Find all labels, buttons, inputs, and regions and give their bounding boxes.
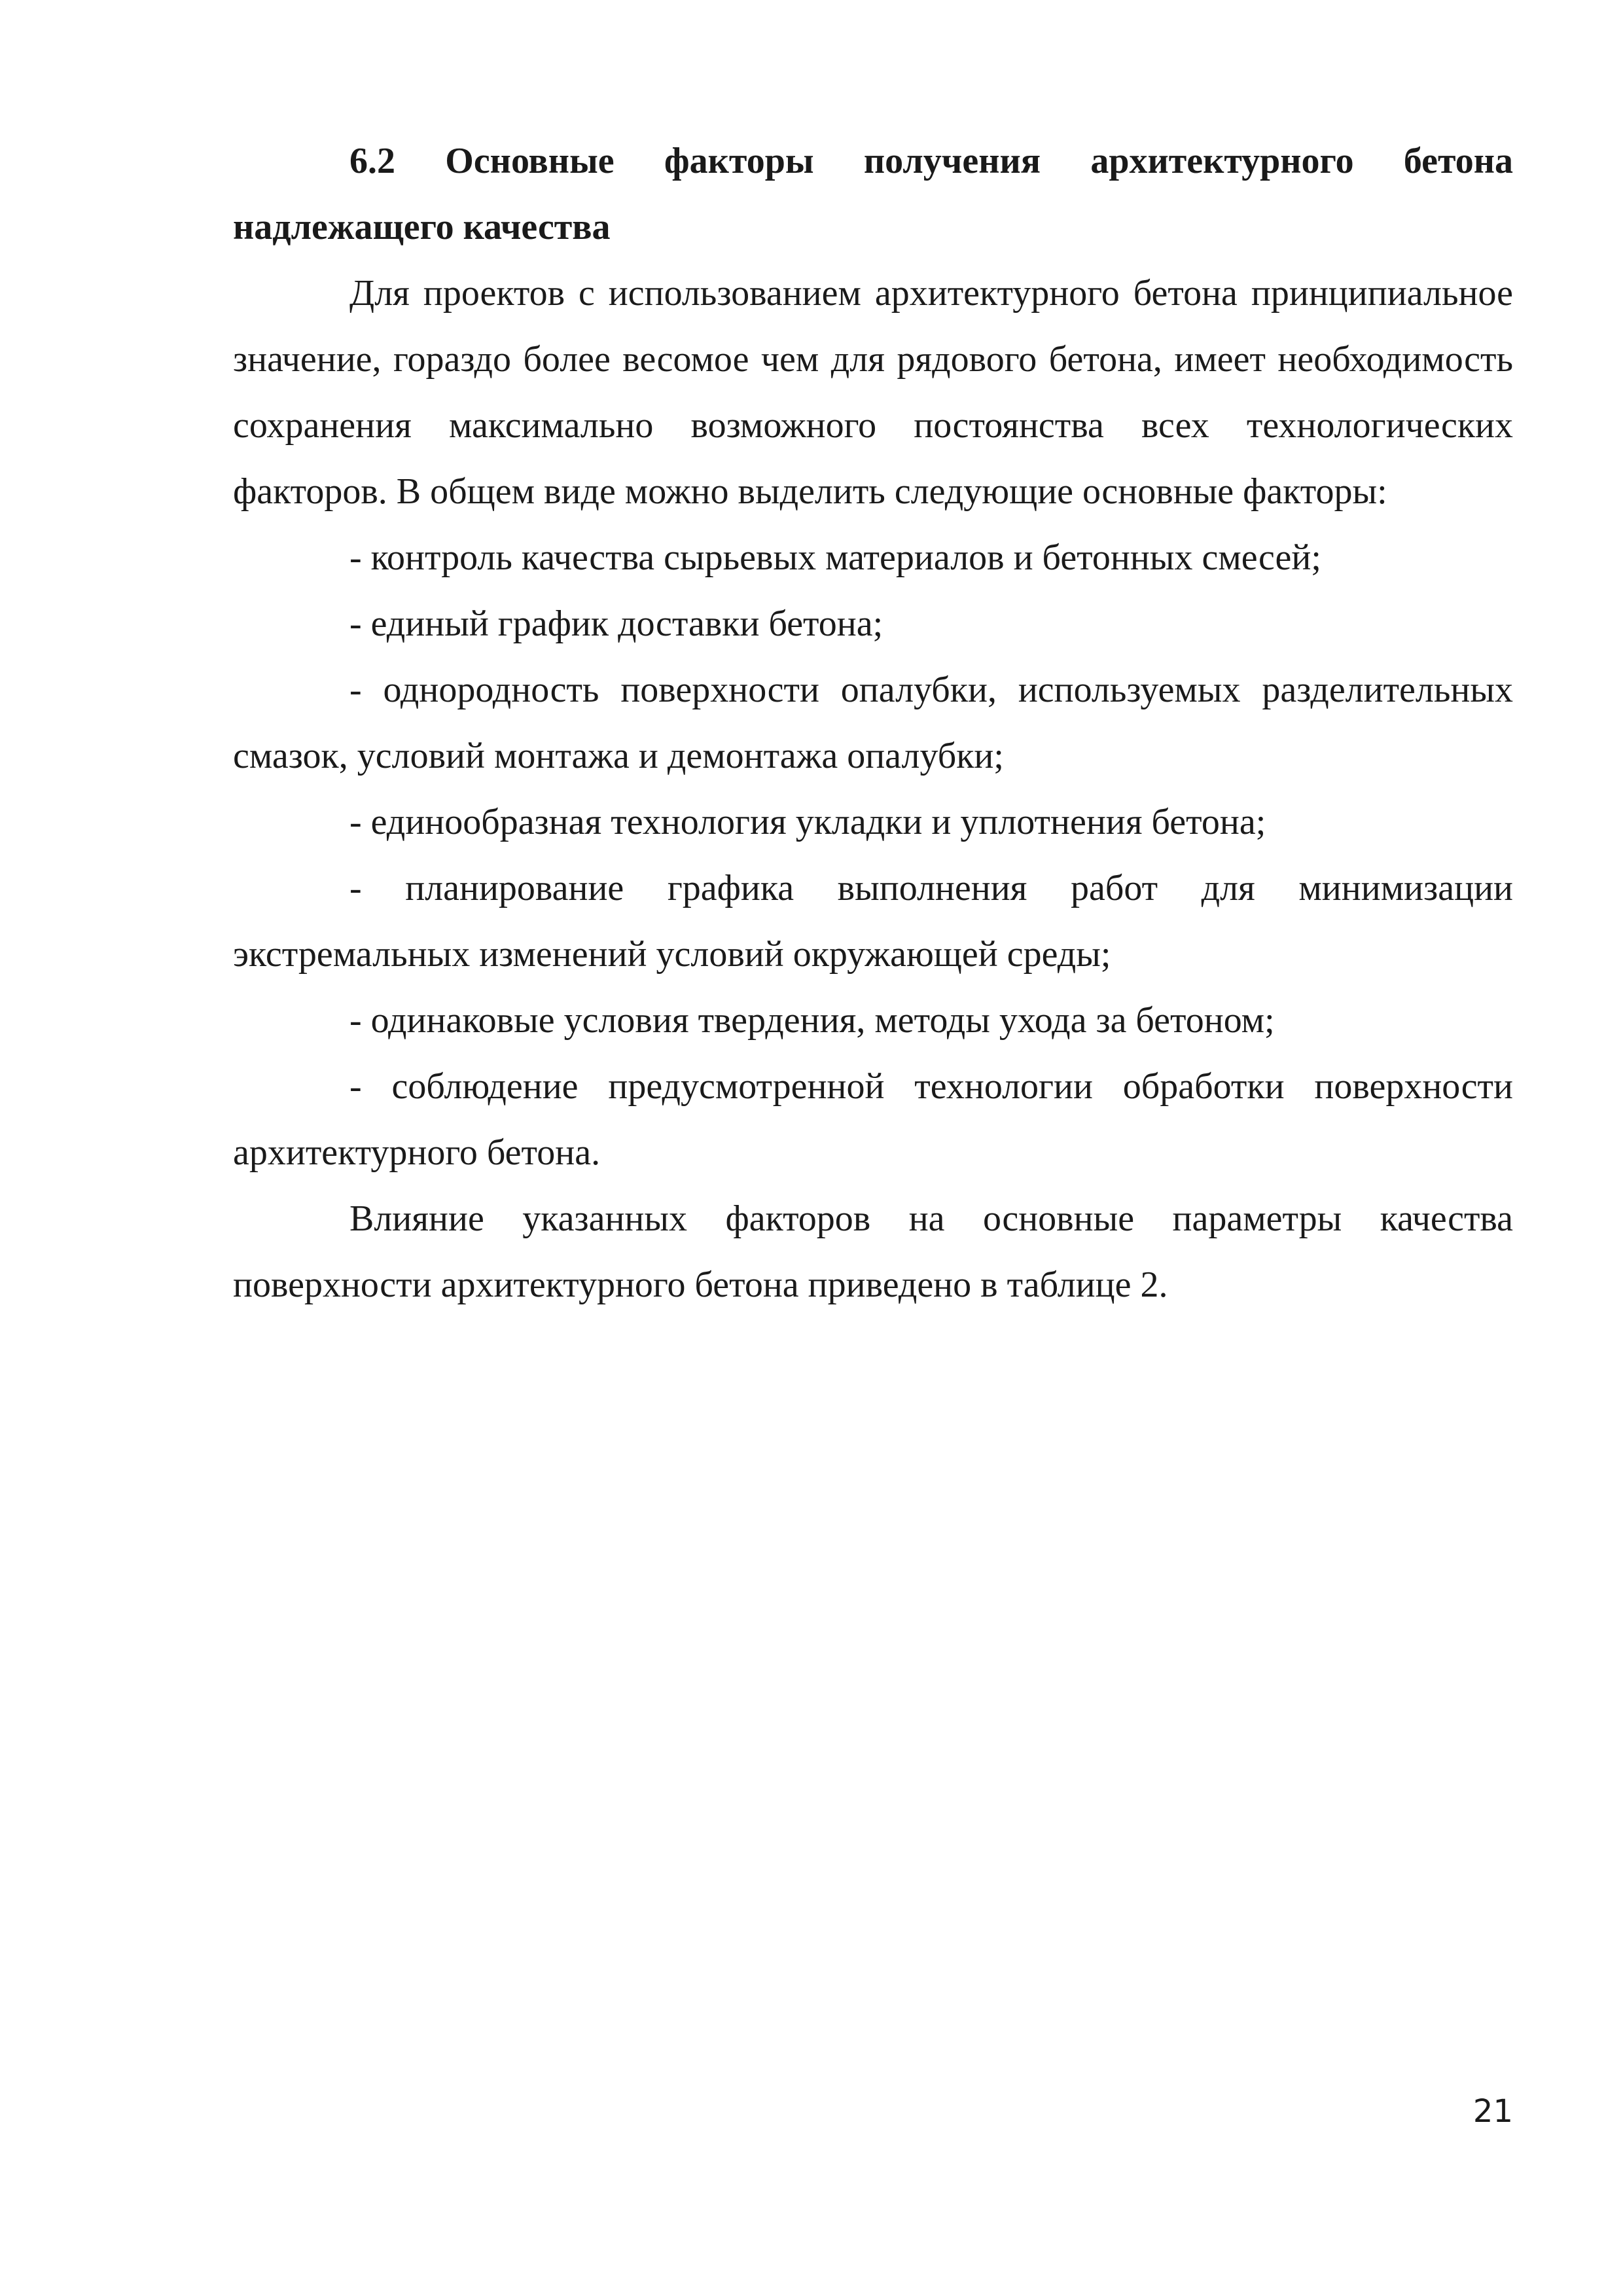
factor-item: - соблюдение предусмотренной технологии обработки поверхности архитектурного бетона. (233, 1066, 1513, 1173)
section-heading: 6.2 Основные факторы получения архитектурного бетона надлежащего качества (233, 141, 1513, 247)
page-number: 21 (1472, 2093, 1513, 2130)
factor-item: - одинаковые условия твердения, методы ухода за бетоном; (349, 1000, 1275, 1041)
conclusion-paragraph: Влияние указанных факторов на основные параметры качества поверхности архитектурного бетона приведено в таблице 2. (233, 1198, 1513, 1305)
intro-paragraph: Для проектов с использованием архитектурного бетона принципиальное значение, гораздо более весомое чем для рядового бетона, имеет необходимость сохранения максимально возможного постоянства всех технологических факторов. В общем виде можно выделить следующие основные факторы: (233, 273, 1513, 512)
factor-item: - контроль качества сырьевых материалов и бетонных смесей; (349, 537, 1321, 578)
factor-item: - планирование графика выполнения работ для минимизации экстремальных изменений условий окружающей среды; (233, 868, 1513, 975)
factor-item: - однородность поверхности опалубки, используемых разделительных смазок, условий монтажа и демонтажа опалубки; (233, 670, 1513, 776)
factor-item: - единообразная технология укладки и уплотнения бетона; (349, 802, 1266, 842)
document-body (233, 128, 1513, 1318)
factor-item: - единый график доставки бетона; (349, 603, 883, 644)
